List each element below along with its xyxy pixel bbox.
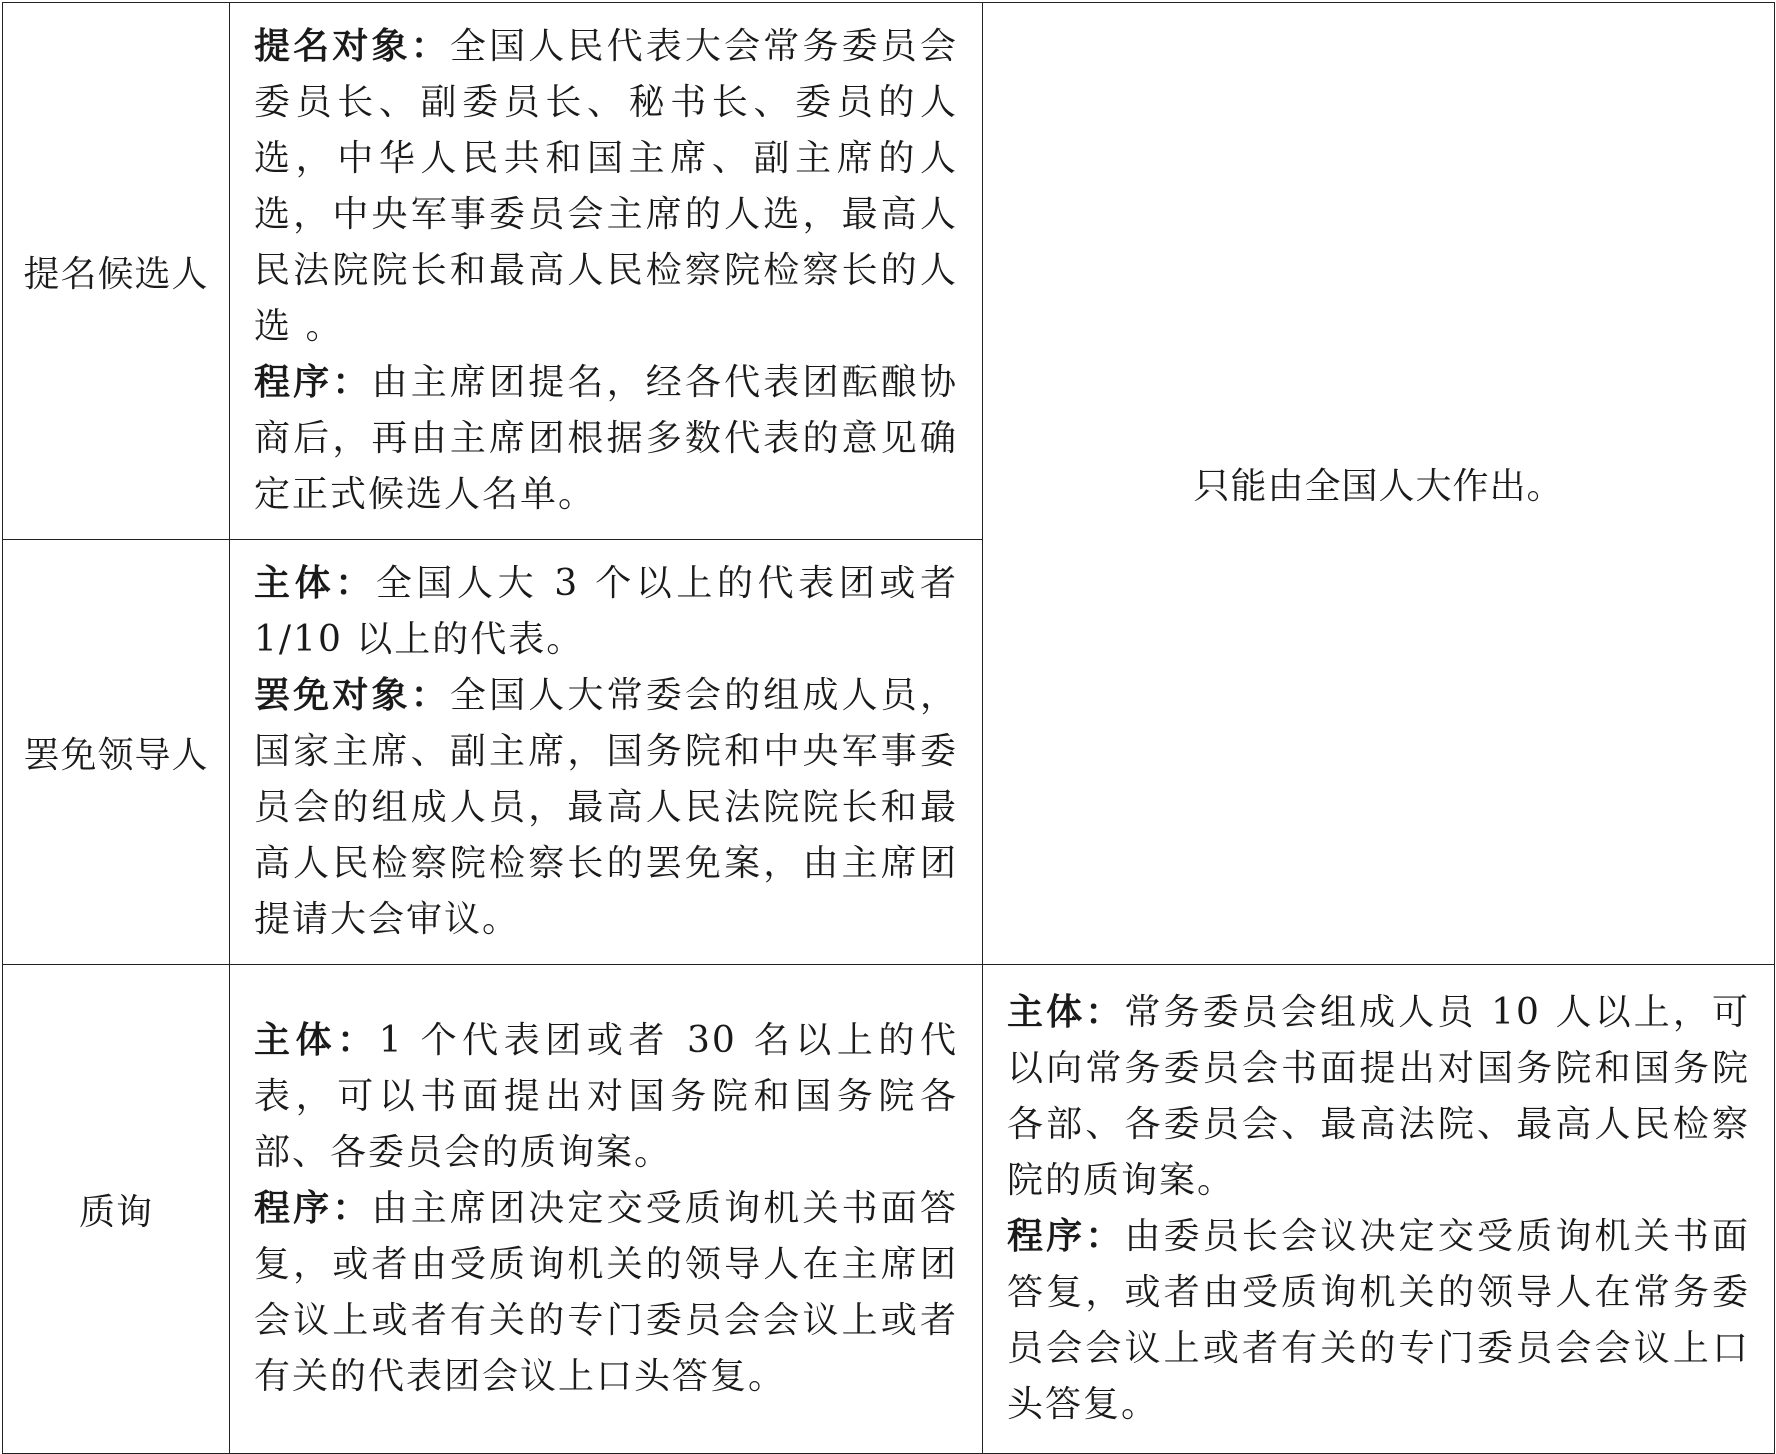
term-separator: ： <box>337 1020 379 1061</box>
term-separator: ： <box>410 675 450 716</box>
paragraph-text: 由主席团提名，经各代表团酝酿协商后，再由主席团根据多数代表的意见确定正式候选人名单。 <box>254 362 958 515</box>
term-separator: ： <box>1085 1216 1125 1257</box>
paragraph-text: 由委员长会议决定交受质询机关书面答复，或者由受质询机关的领导人在常务委员会会议上或者有关的专门委员会会议上口头答复。 <box>1007 1216 1750 1425</box>
row-label-inquiry: 质询 <box>3 965 230 1454</box>
term-label: 程序 <box>1007 1216 1086 1257</box>
merged-note-cell: 只能由全国人大作出。 <box>983 3 1775 965</box>
row-label-nomination: 提名候选人 <box>3 3 230 540</box>
paragraph <box>1007 985 1750 1209</box>
table-row <box>3 965 1775 1454</box>
term-separator: ： <box>1085 992 1125 1033</box>
row-label-removal: 罢免领导人 <box>3 540 230 965</box>
paragraph-text: 常务委员会组成人员 10 人以上，可以向常务委员会书面提出对国务院和国务院各部、各委员会、最高法院、最高人民检察院的质询案。 <box>1007 992 1750 1201</box>
inquiry-content-standing-committee <box>983 965 1775 1454</box>
paragraph <box>254 1181 958 1405</box>
inquiry-content-npc <box>230 965 983 1454</box>
nomination-content <box>230 3 983 540</box>
paragraph-text: 全国人大常委会的组成人员，国家主席、副主席，国务院和中央军事委员会的组成人员，最高人民法院院长和最高人民检察院检察长的罢免案，由主席团提请大会审议。 <box>254 675 958 940</box>
table-row <box>3 3 1775 540</box>
paragraph <box>254 668 958 948</box>
term-label: 主体 <box>254 1020 338 1061</box>
term-separator: ： <box>335 563 376 604</box>
term-label: 程序 <box>254 1188 333 1229</box>
paragraph <box>1007 1209 1750 1433</box>
paragraph-text: 全国人民代表大会常务委员会委员长、副委员长、秘书长、委员的人选，中华人民共和国主席、副主席的人选，中央军事委员会主席的人选，最高人民法院院长和最高人民检察院检察长的人选 。 <box>254 26 958 347</box>
term-separator: ： <box>332 1188 372 1229</box>
comparison-table <box>2 2 1775 1454</box>
term-separator: ： <box>332 362 372 403</box>
paragraph-text: 1 个代表团或者 30 名以上的代表，可以书面提出对国务院和国务院各部、各委员会的质询案。 <box>254 1020 958 1173</box>
paragraph <box>254 1013 958 1181</box>
paragraph-text: 全国人大 3 个以上的代表团或者 1/10 以上的代表。 <box>254 563 958 660</box>
term-separator: ： <box>410 26 450 67</box>
paragraph <box>254 556 958 668</box>
paragraph <box>254 19 958 355</box>
term-label: 主体 <box>1007 992 1086 1033</box>
term-label: 提名对象 <box>254 26 411 67</box>
term-label: 罢免对象 <box>254 675 411 716</box>
paragraph-text: 由主席团决定交受质询机关书面答复，或者由受质询机关的领导人在主席团会议上或者有关的专门委员会会议上或者有关的代表团会议上口头答复。 <box>254 1188 958 1397</box>
paragraph <box>254 355 958 523</box>
term-label: 主体 <box>254 563 336 604</box>
removal-content <box>230 540 983 965</box>
term-label: 程序 <box>254 362 333 403</box>
